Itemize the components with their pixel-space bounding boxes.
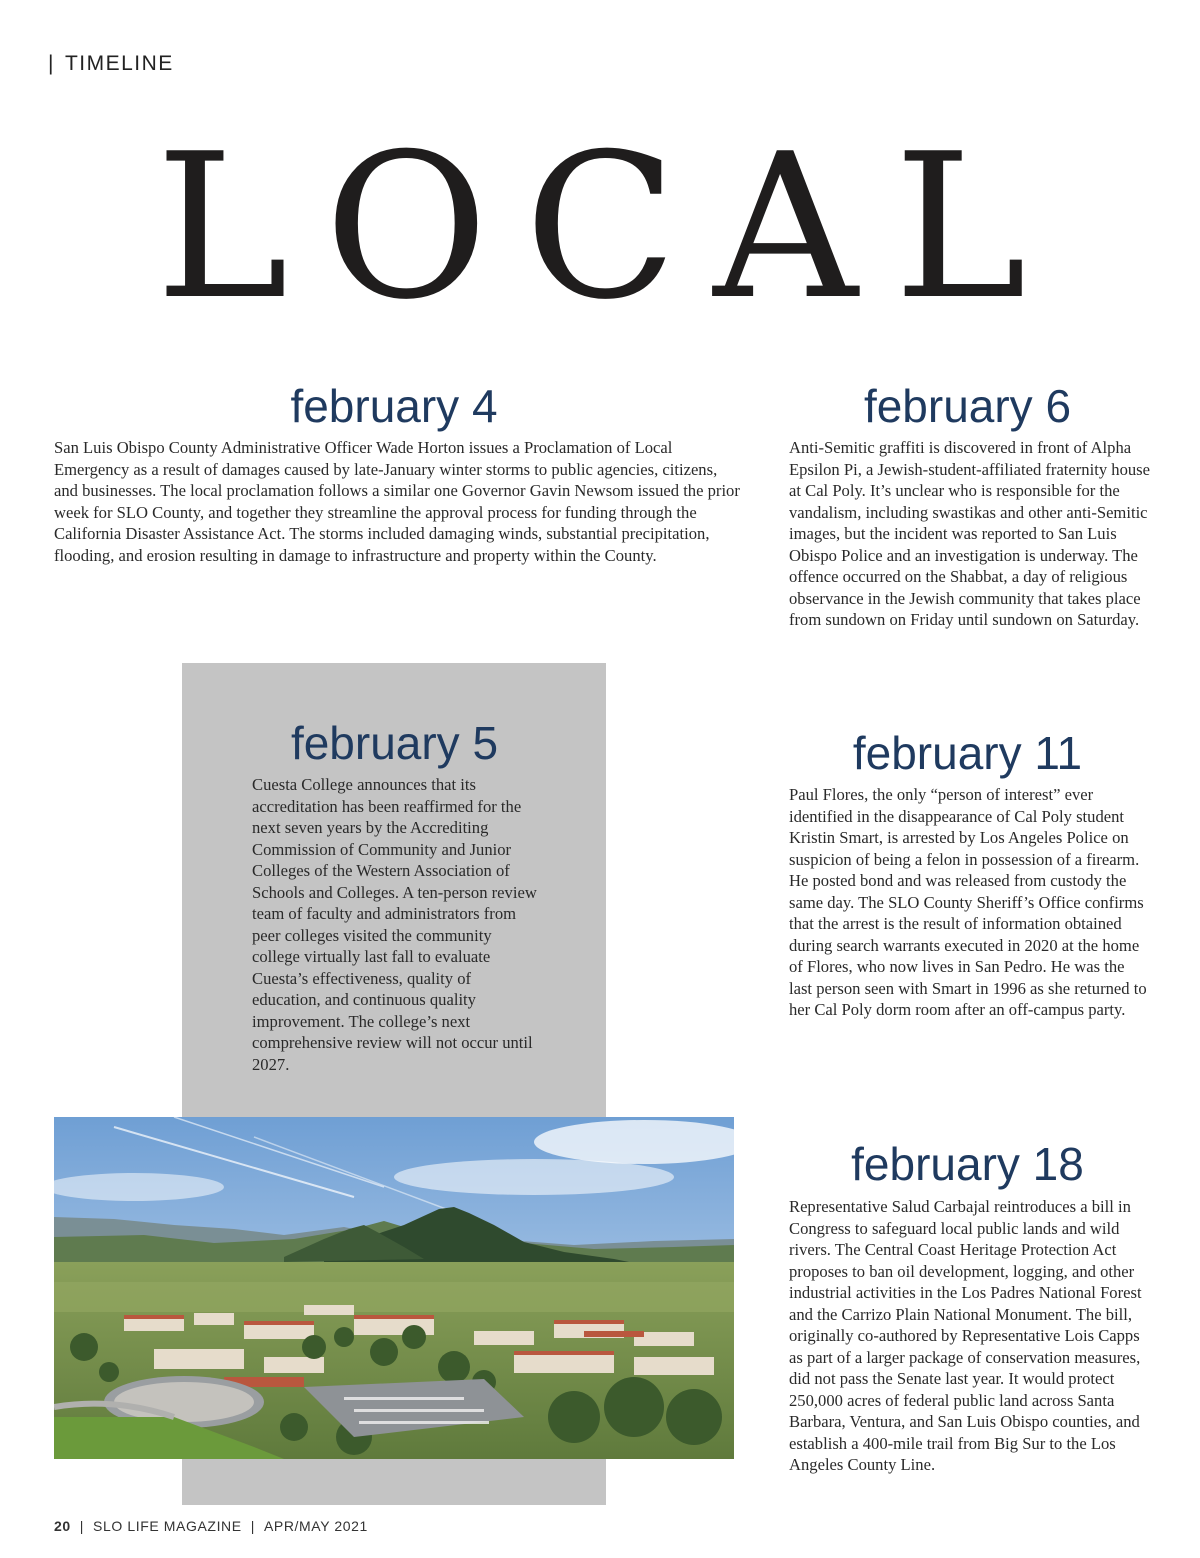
entry-text-feb11: Paul Flores, the only “person of interest” ever identified in the disappearance of Cal Poly student Kristin Smart, is arrested by Los Angeles Police on suspicion of being a felon in possession of a firearm. He posted bond and was released from custody the same day. The SLO County Sheriff’s Office confirms that the arrest is the result of information obtained during search warrants executed in 2020 at the home of Flores, who now lives in San Pedro. He was the last person seen with Smart in 1996 as she returned to her Cal Poly dorm room after an off-campus party. bbox=[789, 785, 1147, 1019]
entry-text-feb18: Representative Salud Carbajal reintroduces a bill in Congress to safeguard local public lands and wild rivers. The Central Coast Heritage Protection Act proposes to ban oil development, logging, and other industrial activities in the Los Padres National Forest and the Carrizo Plain National Monument. The bill, originally co-authored by Representative Lois Capps as part of a larger package of conservation measures, did not pass the Senate last year. It would protect 250,000 acres of federal public land across Santa Barbara, Ventura, and San Luis Obispo counties, and establish a 400-mile trail from Big Sur to the Los Angeles County Line. bbox=[789, 1197, 1142, 1474]
section-label: TIMELINE bbox=[64, 52, 174, 75]
date-heading-feb11: february 11 bbox=[852, 727, 1083, 779]
section-tag bbox=[48, 52, 174, 76]
page-title: LOCAL bbox=[155, 111, 1063, 344]
date-heading-feb4: february 4 bbox=[290, 380, 498, 432]
footer-divider: | bbox=[79, 1518, 85, 1534]
page-number: 20 bbox=[54, 1518, 71, 1534]
date-heading-feb18: february 18 bbox=[851, 1138, 1084, 1190]
entry-text-feb6: Anti-Semitic graffiti is discovered in front of Alpha Epsilon Pi, a Jewish-student-affiliated fraternity house at Cal Poly. It’s unclear who is responsible for the vandalism, including swastikas and other anti-Semitic images, but the incident was reported to San Luis Obispo Police and an investigation is underway. The offence occurred on the Shabbat, a day of religious observance in the Jewish community that takes place from sundown on Friday until sundown on Saturday. bbox=[789, 438, 1150, 629]
entry-text-feb4: San Luis Obispo County Administrative Officer Wade Horton issues a Proclamation of Local Emergency as a result of damages caused by late-January winter storms to public agencies, citizens, and businesses. The local proclamation follows a similar one Governor Gavin Newsom issued the prior week for SLO County, and together they streamline the approval process for funding through the California Disaster Assistance Act. The storms included damaging winds, substantial precipitation, flooding, and erosion resulting in damage to infrastructure and property within the County. bbox=[54, 438, 740, 565]
magazine-name: SLO LIFE MAGAZINE bbox=[93, 1518, 242, 1534]
entry-text-feb5: Cuesta College announces that its accreditation has been reaffirmed for the next seven years by the Accrediting Commission of Community and Junior Colleges of the Western Association of Schools and Colleges. A ten-person review team of faculty and administrators from peer colleges visited the community college virtually last fall to evaluate Cuesta’s effectiveness, quality of education, and continuous quality improvement. The college’s next comprehensive review will not occur until 2027. bbox=[252, 775, 537, 1074]
aerial-campus-photo bbox=[54, 1117, 734, 1459]
date-heading-feb5: february 5 bbox=[290, 717, 499, 769]
footer-divider: | bbox=[250, 1518, 255, 1534]
date-heading-feb6: february 6 bbox=[863, 380, 1072, 432]
footer bbox=[54, 1518, 368, 1534]
issue-date: APR/MAY 2021 bbox=[263, 1518, 368, 1534]
section-divider: | bbox=[48, 52, 55, 75]
